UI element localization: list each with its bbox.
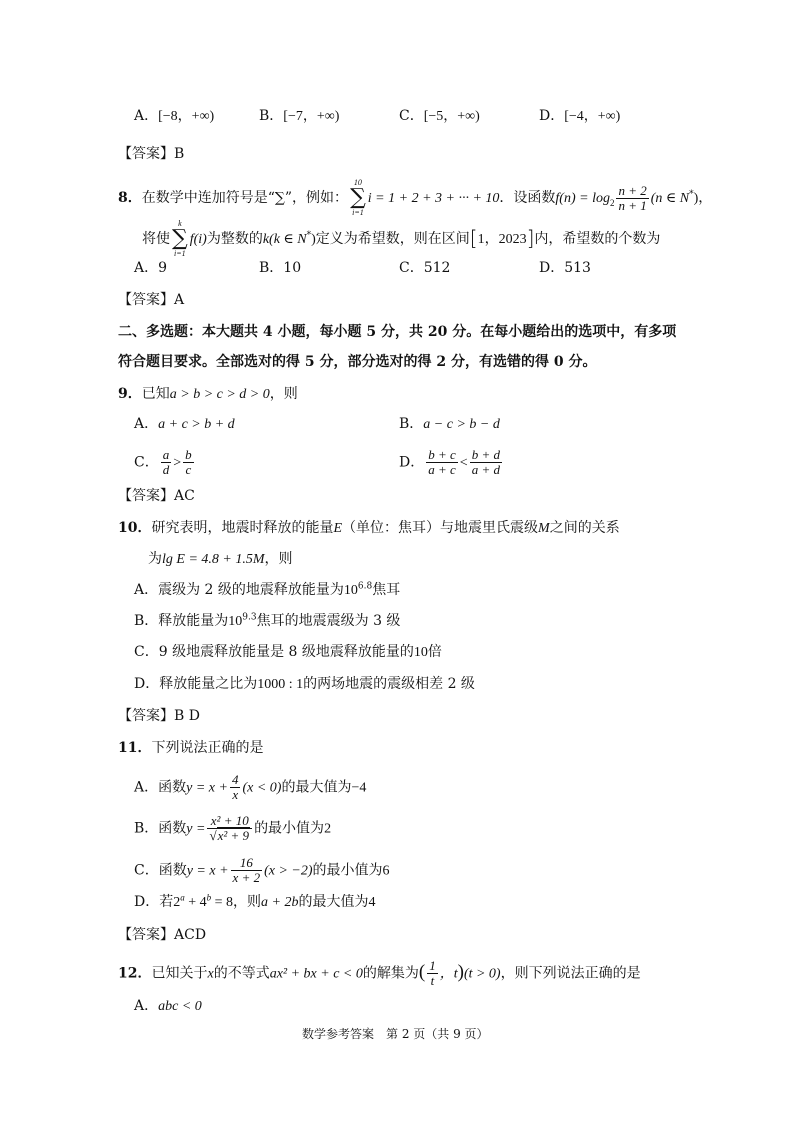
q9-option-c: C． $\frac{a}{d}$ > $\frac{b}{c}$ [134, 447, 192, 477]
q7-option-b: B．[−7，+∞) [259, 108, 340, 124]
q8-option-c: C．512 [399, 260, 451, 276]
fraction: $\frac{b + d}{a + d}$ [471, 447, 500, 477]
fraction: $\frac{b + c}{a + c}$ [428, 447, 456, 477]
fraction: $\frac{\text{x² + 10}}{\text{√x² + 9}}$ [207, 814, 252, 843]
q11-option-c: C．函数y = x + $\frac{16}{x + 2}$ (x > −2)的最小值为6 [134, 855, 390, 885]
q8-option-d: D．513 [539, 260, 591, 276]
q10-stem-line1: 10．研究表明，地震时释放的能量E（单位：焦耳）与地震里氏震级M之间的关系 [118, 520, 620, 536]
fraction: $\frac{16}{x + 2}$ [232, 855, 261, 885]
q10-option-b: B．释放能量为$10^{9.3}$焦耳的地震震级为 3 级 [134, 612, 401, 629]
sigma-symbol: k ∑ i=1 [172, 219, 188, 258]
sigma-symbol: 10 ∑ i=1 [350, 178, 366, 217]
q11-option-d: D．若$2^a + 4^b = 8$，则a + 2b的最大值为4 [134, 892, 376, 910]
section-heading-line1: 二、多选题：本大题共 4 小题，每小题 5 分，共 20 分。在每小题给出的选项中，有多项 [118, 324, 677, 340]
q12-option-a: A．abc < 0 [134, 998, 202, 1014]
q12-stem: 12．已知关于x的不等式ax² + bx + c < 0的解集为( $\frac{1}{t}$ ，t)(t > 0)，则下列说法正确的是 [118, 958, 641, 988]
q8-stem-line1: 8．在数学中连加符号是“∑”，例如： 10 ∑ i=1 i = 1 + 2 + 3 + ··· + 10．设函数$f(n) = \log_2$ $\frac{n + 2}{n + 1}$ (n ∈ N*)， [118, 178, 713, 217]
q11-stem: 11．下列说法正确的是 [118, 740, 264, 756]
q7-option-a: A．[−8，+∞) [134, 108, 215, 124]
q8-answer: 【答案】A [118, 292, 185, 308]
fraction: $\frac{4}{x}$ [231, 772, 239, 802]
q9-option-b: B．a − c > b − d [399, 416, 500, 432]
fraction: $\frac{b}{c}$ [185, 447, 192, 477]
q11-answer: 【答案】ACD [118, 927, 207, 943]
q7-option-c: C．[−5，+∞) [399, 108, 480, 124]
q8-option-b: B．10 [259, 260, 302, 276]
fraction: $\frac{a}{d}$ [162, 447, 170, 477]
q9-option-d: D． $\frac{b + c}{a + c}$ < $\frac{b + d}{a + d}$ [399, 447, 500, 477]
q11-option-b: B．函数y = $\frac{\text{x² + 10}}{\text{√x² + 9}}$ 的最小值为2 [134, 813, 332, 843]
q8-stem-line2: 将使 k ∑ i=1 f(i)为整数的k(k ∈ N*)定义为希望数，则在区间[1，2023]内，希望数的个数为 [142, 219, 661, 258]
q7-option-d: D．[−4，+∞) [539, 108, 621, 124]
q9-option-a: A．a + c > b + d [134, 416, 235, 432]
section-heading-line2: 符合题目要求。全部选对的得 5 分，部分选对的得 2 分，有选错的得 0 分。 [118, 354, 597, 370]
q7-answer: 【答案】B [118, 146, 185, 162]
page-footer: 数学参考答案 第 2 页（共 9 页） [302, 1027, 489, 1041]
q10-option-d: D．释放能量之比为1000 : 1的两场地震的震级相差 2 级 [134, 676, 475, 692]
q10-option-a: A．震级为 2 级的地震释放能量为$10^{6.8}$焦耳 [134, 581, 401, 598]
q8-option-a: A．9 [134, 260, 168, 276]
q10-option-c: C．9 级地震释放能量是 8 级地震释放能量的10倍 [134, 644, 442, 660]
q9-stem: 9．已知a > b > c > d > 0，则 [118, 386, 298, 402]
q11-option-a: A．函数y = x + $\frac{4}{x}$ (x < 0)的最大值为−4 [134, 772, 367, 802]
fraction: $\frac{1}{t}$ [429, 958, 436, 988]
q10-stem-line2: 为lg E = 4.8 + 1.5M，则 [148, 551, 293, 567]
q9-answer: 【答案】AC [118, 488, 195, 504]
fraction: $\frac{n + 2}{n + 1}$ [618, 182, 647, 213]
q10-answer: 【答案】B D [118, 708, 200, 724]
